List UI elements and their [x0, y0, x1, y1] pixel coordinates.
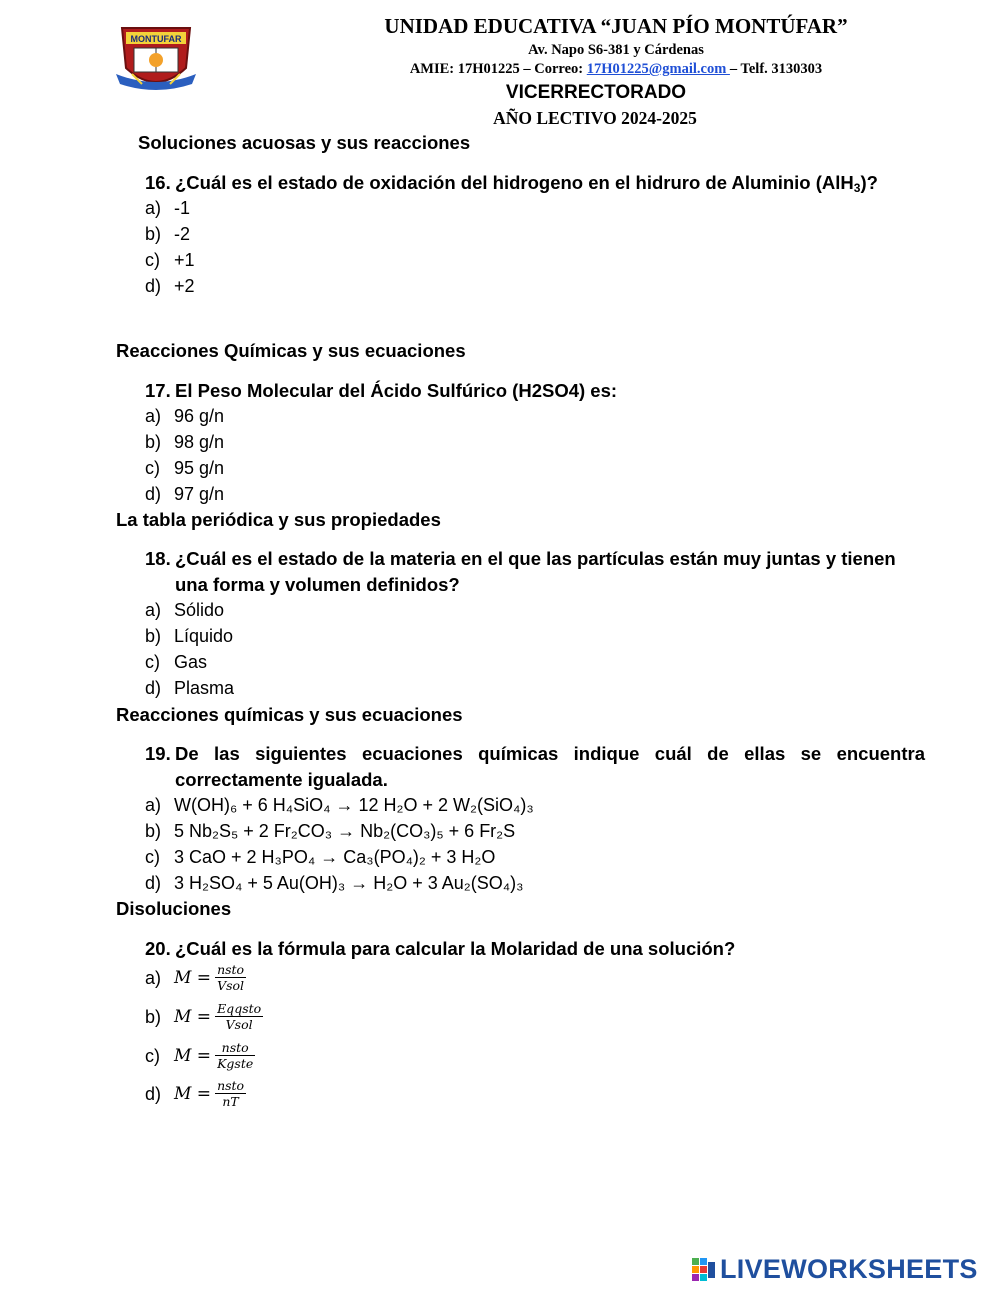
liveworksheets-icon [692, 1258, 716, 1282]
option-letter: a) [145, 795, 162, 815]
svg-text:MONTUFAR: MONTUFAR [130, 34, 182, 44]
option-letter: a) [145, 600, 162, 620]
fraction [215, 1040, 255, 1072]
option-letter: c) [145, 652, 160, 672]
option-letter: d) [145, 484, 162, 504]
option-letter: b) [145, 626, 162, 646]
option-text: Líquido [174, 626, 234, 646]
option-letter: c) [145, 458, 160, 478]
question-text-end: )? [860, 172, 878, 193]
option-letter: b) [145, 432, 162, 452]
formula [174, 962, 246, 994]
question-17 [145, 380, 965, 402]
formula-lhs: M = [174, 1083, 212, 1104]
question-text [175, 172, 878, 194]
formula-lhs: M = [174, 967, 212, 988]
option-letter: a) [145, 406, 162, 426]
question-text-line2: una forma y volumen definidos? [175, 574, 460, 595]
denominator: Vsol [225, 1017, 253, 1032]
option-text: Plasma [174, 678, 235, 698]
option-text: -1 [174, 198, 191, 218]
question-20 [145, 938, 965, 960]
question-text-line1: De las siguientes ecuaciones químicas indique cuál de ellas se encuentra [175, 743, 925, 764]
formula [174, 1001, 263, 1033]
question-text: ¿Cuál es la fórmula para calcular la Molaridad de una solución? [175, 938, 736, 959]
section-title-disoluciones: Disoluciones [116, 898, 232, 919]
option-letter: d) [145, 276, 162, 296]
fraction [215, 1078, 246, 1110]
phone: – Telf. 3130303 [729, 61, 823, 77]
numerator: Eqqsto [217, 1001, 262, 1016]
liveworksheets-text: LIVEWORKSHEETS [720, 1254, 978, 1284]
option-text: 97 g/n [174, 484, 225, 504]
section-title-soluciones: Soluciones acuosas y sus reacciones [138, 132, 471, 153]
option-text: +1 [174, 250, 195, 270]
option-text: W(OH)₆ + 6 H₄SiO₄ → 12 H₂O + 2 W₂(SiO₄)₃ [174, 795, 534, 815]
option-letter: a) [145, 198, 162, 218]
option-letter: d) [145, 873, 162, 893]
school-year: AÑO LECTIVO 2024-2025 [493, 108, 697, 128]
formula-lhs: M = [174, 1045, 212, 1066]
option-text: +2 [174, 276, 195, 296]
formula [174, 1040, 255, 1072]
option-letter: d) [145, 678, 162, 698]
section-title-tabla-periodica: La tabla periódica y sus propiedades [116, 509, 441, 530]
option-text: 3 CaO + 2 H₃PO₄ → Ca₃(PO₄)₂ + 3 H₂O [174, 847, 496, 867]
question-text-main: ¿Cuál es el estado de oxidación del hidrogeno en el hidruro de Aluminio (AlH [175, 172, 854, 193]
denominator: nT [222, 1094, 239, 1109]
option-text: 95 g/n [174, 458, 225, 478]
question-19 [145, 743, 925, 791]
option-letter: b) [145, 1007, 162, 1027]
formula-lhs: M = [174, 1006, 212, 1027]
section-title-reacciones: Reacciones Químicas y sus ecuaciones [116, 340, 466, 361]
denominator: Kgste [217, 1056, 254, 1071]
numerator: nsto [215, 1040, 255, 1056]
option-letter: a) [145, 968, 162, 988]
option-text: Gas [174, 652, 208, 672]
question-18 [145, 548, 965, 596]
fraction [215, 962, 246, 994]
school-contact [340, 61, 892, 78]
option-text: -2 [174, 224, 191, 244]
option-text: 3 H₂SO₄ + 5 Au(OH)₃ → H₂O + 3 Au₂(SO₄)₃ [174, 873, 524, 893]
school-name: UNIDAD EDUCATIVA “JUAN PÍO MONTÚFAR” [384, 14, 848, 38]
school-logo [112, 22, 200, 98]
option-letter: b) [145, 224, 162, 244]
subscript: 3 [853, 181, 861, 195]
question-16 [145, 172, 965, 194]
option-letter: b) [145, 821, 162, 841]
question-text-line2: correctamente igualada. [175, 769, 388, 790]
section-title-reacciones-2: Reacciones químicas y sus ecuaciones [116, 704, 463, 725]
option-letter: d) [145, 1084, 162, 1104]
denominator: Vsol [217, 978, 245, 993]
numerator: nsto [217, 1078, 245, 1093]
department-title: VICERRECTORADO [505, 82, 687, 103]
question-number: 19. [145, 743, 171, 764]
formula [174, 1078, 246, 1110]
question-number: 18. [145, 548, 171, 569]
question-text-line1: ¿Cuál es el estado de la materia en el que las partículas están muy juntas y tienen [175, 548, 896, 569]
option-text: 98 g/n [174, 432, 225, 452]
numerator: nsto [217, 962, 245, 977]
question-number: 17. [145, 380, 171, 401]
option-text: 96 g/n [174, 406, 225, 426]
question-text: El Peso Molecular del Ácido Sulfúrico (H2SO4) es: [175, 380, 618, 401]
option-letter: c) [145, 847, 160, 867]
option-letter: c) [145, 250, 160, 270]
option-text: 5 Nb₂S₅ + 2 Fr₂CO₃ → Nb₂(CO₃)₅ + 6 Fr₂S [174, 821, 516, 841]
option-text: Sólido [174, 600, 225, 620]
option-letter: c) [145, 1046, 160, 1066]
school-address: Av. Napo S6-381 y Cárdenas [528, 42, 704, 58]
amie-code: AMIE: 17H01225 – Correo: [409, 61, 587, 77]
question-number: 16. [145, 172, 171, 193]
question-number: 20. [145, 938, 171, 959]
fraction [215, 1001, 263, 1033]
email-link[interactable]: 17H01225@gmail.com [586, 61, 730, 77]
